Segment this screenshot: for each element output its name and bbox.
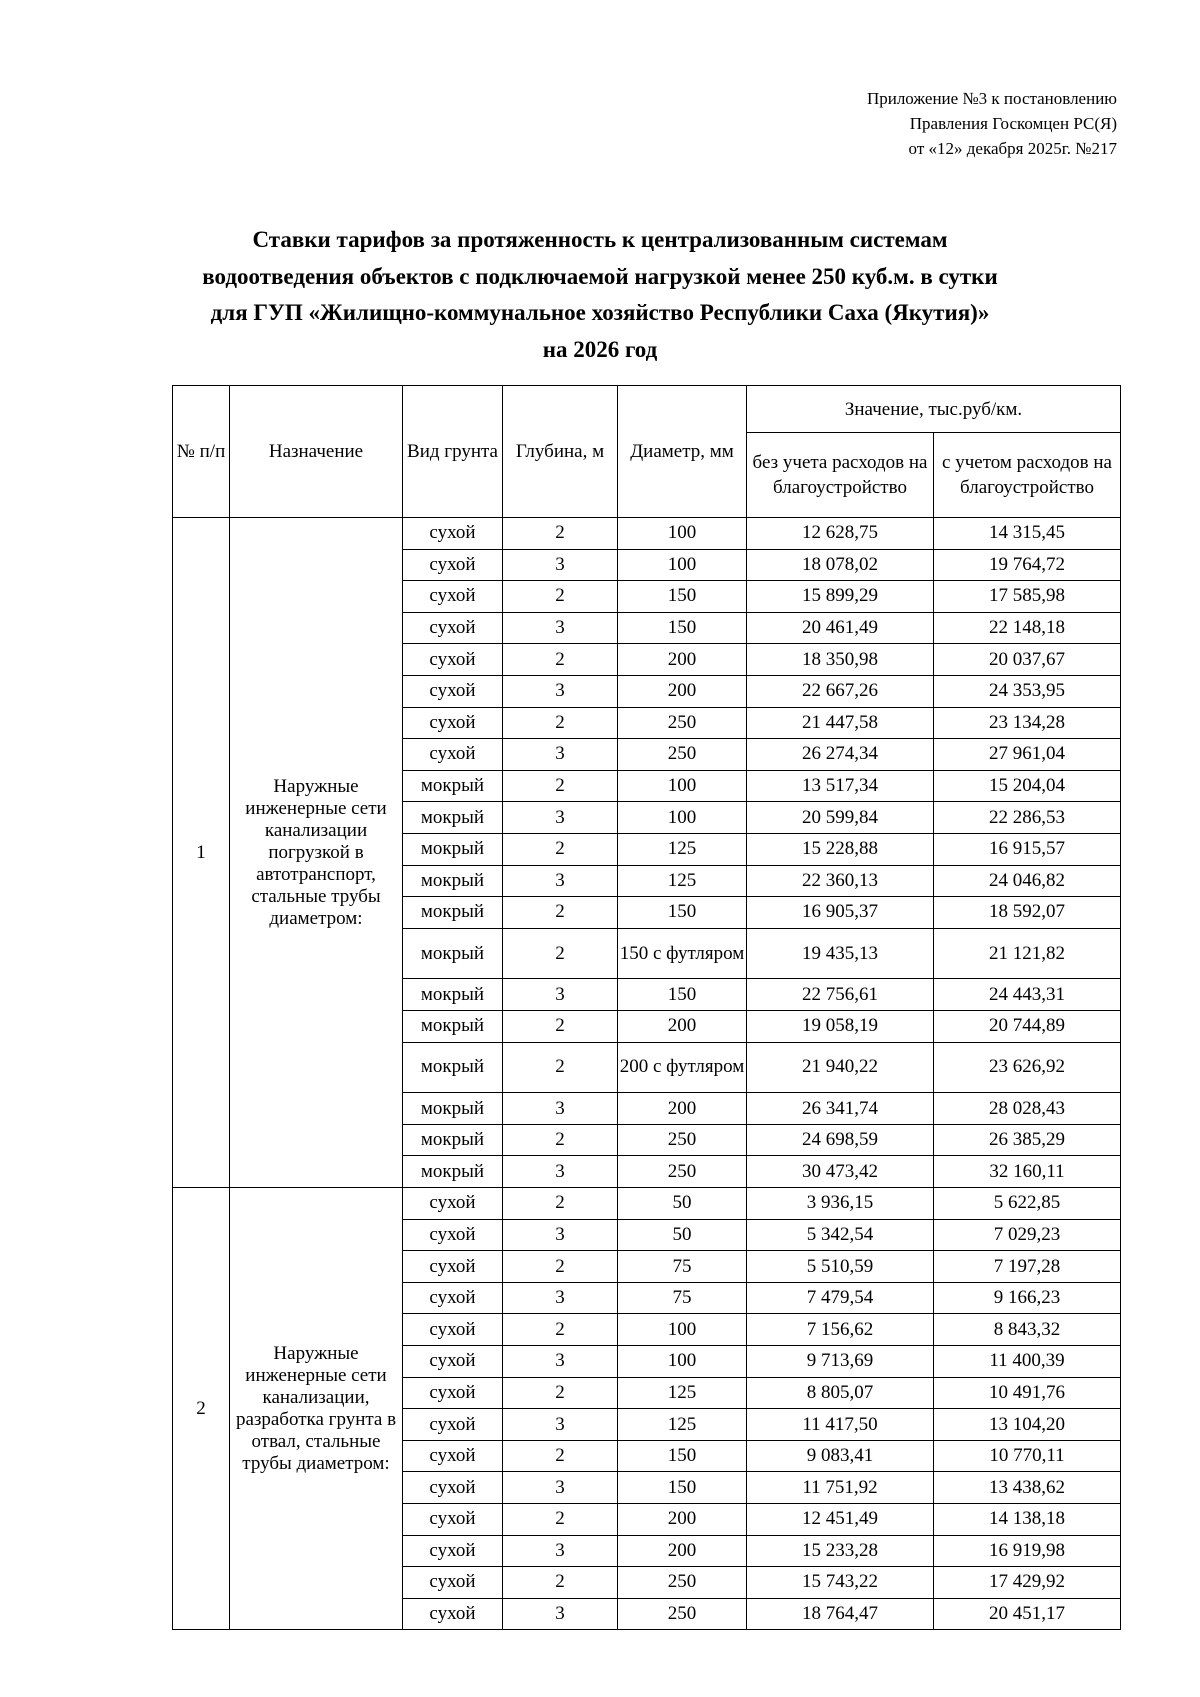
value-without-cell: 15 233,28: [747, 1535, 934, 1567]
soil-cell: мокрый: [403, 928, 503, 979]
value-without-cell: 7 156,62: [747, 1314, 934, 1346]
value-without-cell: 12 628,75: [747, 518, 934, 550]
soil-cell: сухой: [403, 1504, 503, 1536]
diameter-cell: 200: [618, 1093, 747, 1125]
value-with-cell: 23 134,28: [934, 707, 1121, 739]
header-purpose: Назначение: [230, 386, 403, 518]
purpose-cell: Наружные инженерные сети канализации, разработка грунта в отвал, стальные трубы диаметром:: [230, 1188, 403, 1630]
value-with-cell: 22 148,18: [934, 612, 1121, 644]
soil-cell: сухой: [403, 1535, 503, 1567]
diameter-cell: 150: [618, 612, 747, 644]
depth-cell: 2: [503, 897, 618, 929]
diameter-cell: 250: [618, 1156, 747, 1188]
diameter-cell: 200: [618, 644, 747, 676]
value-with-cell: 13 104,20: [934, 1409, 1121, 1441]
soil-cell: сухой: [403, 1377, 503, 1409]
header-soil: Вид грунта: [403, 386, 503, 518]
depth-cell: 3: [503, 1535, 618, 1567]
value-with-cell: 18 592,07: [934, 897, 1121, 929]
depth-cell: 3: [503, 675, 618, 707]
value-with-cell: 14 315,45: [934, 518, 1121, 550]
value-with-cell: 17 429,92: [934, 1567, 1121, 1599]
diameter-cell: 150 с футляром: [618, 928, 747, 979]
soil-cell: сухой: [403, 1188, 503, 1220]
diameter-cell: 125: [618, 833, 747, 865]
soil-cell: мокрый: [403, 1124, 503, 1156]
diameter-cell: 150: [618, 1440, 747, 1472]
header-note-line: Правления Госкомцен РС(Я): [909, 114, 1117, 133]
soil-cell: мокрый: [403, 802, 503, 834]
value-without-cell: 5 342,54: [747, 1219, 934, 1251]
soil-cell: сухой: [403, 549, 503, 581]
soil-cell: мокрый: [403, 979, 503, 1011]
value-without-cell: 18 078,02: [747, 549, 934, 581]
value-with-cell: 11 400,39: [934, 1346, 1121, 1378]
value-without-cell: 22 756,61: [747, 979, 934, 1011]
soil-cell: сухой: [403, 1314, 503, 1346]
value-with-cell: 16 915,57: [934, 833, 1121, 865]
depth-cell: 3: [503, 802, 618, 834]
title-line: на 2026 год: [542, 336, 658, 362]
diameter-cell: 200: [618, 1011, 747, 1043]
title-line: для ГУП «Жилищно-коммунальное хозяйство Республики Саха (Якутия)»: [210, 300, 990, 325]
value-with-cell: 20 744,89: [934, 1011, 1121, 1043]
value-with-cell: 20 037,67: [934, 644, 1121, 676]
value-without-cell: 18 350,98: [747, 644, 934, 676]
value-without-cell: 3 936,15: [747, 1188, 934, 1220]
value-with-cell: 22 286,53: [934, 802, 1121, 834]
value-with-cell: 5 622,85: [934, 1188, 1121, 1220]
value-without-cell: 30 473,42: [747, 1156, 934, 1188]
table-row: [173, 1188, 1121, 1220]
value-with-cell: 24 443,31: [934, 979, 1121, 1011]
depth-cell: 3: [503, 1409, 618, 1441]
diameter-cell: 75: [618, 1251, 747, 1283]
soil-cell: сухой: [403, 1282, 503, 1314]
value-without-cell: 26 341,74: [747, 1093, 934, 1125]
value-without-cell: 24 698,59: [747, 1124, 934, 1156]
value-without-cell: 15 899,29: [747, 581, 934, 613]
depth-cell: 2: [503, 644, 618, 676]
header-diameter: Диаметр, мм: [618, 386, 747, 518]
soil-cell: сухой: [403, 1409, 503, 1441]
soil-cell: сухой: [403, 1346, 503, 1378]
depth-cell: 3: [503, 1472, 618, 1504]
document-title: [0, 222, 1200, 368]
soil-cell: мокрый: [403, 897, 503, 929]
value-with-cell: 16 919,98: [934, 1535, 1121, 1567]
value-without-cell: 13 517,34: [747, 770, 934, 802]
diameter-cell: 100: [618, 549, 747, 581]
diameter-cell: 125: [618, 1377, 747, 1409]
depth-cell: 2: [503, 833, 618, 865]
value-without-cell: 20 461,49: [747, 612, 934, 644]
value-without-cell: 11 751,92: [747, 1472, 934, 1504]
value-with-cell: 15 204,04: [934, 770, 1121, 802]
value-without-cell: 19 058,19: [747, 1011, 934, 1043]
header-note-line: Приложение №3 к постановлению: [866, 89, 1117, 108]
depth-cell: 3: [503, 979, 618, 1011]
depth-cell: 2: [503, 1251, 618, 1283]
row-number: 1: [173, 518, 230, 1188]
value-with-cell: 23 626,92: [934, 1042, 1121, 1093]
depth-cell: 2: [503, 1042, 618, 1093]
soil-cell: мокрый: [403, 1156, 503, 1188]
value-without-cell: 20 599,84: [747, 802, 934, 834]
value-without-cell: 12 451,49: [747, 1504, 934, 1536]
soil-cell: мокрый: [403, 1093, 503, 1125]
soil-cell: мокрый: [403, 1042, 503, 1093]
value-with-cell: 24 353,95: [934, 675, 1121, 707]
soil-cell: сухой: [403, 739, 503, 771]
soil-cell: сухой: [403, 1440, 503, 1472]
value-with-cell: 9 166,23: [934, 1282, 1121, 1314]
diameter-cell: 100: [618, 1346, 747, 1378]
value-with-cell: 7 197,28: [934, 1251, 1121, 1283]
soil-cell: сухой: [403, 1598, 503, 1630]
soil-cell: сухой: [403, 644, 503, 676]
soil-cell: сухой: [403, 581, 503, 613]
value-without-cell: 26 274,34: [747, 739, 934, 771]
depth-cell: 2: [503, 1567, 618, 1599]
depth-cell: 3: [503, 549, 618, 581]
value-with-cell: 13 438,62: [934, 1472, 1121, 1504]
diameter-cell: 200: [618, 675, 747, 707]
value-without-cell: 15 743,22: [747, 1567, 934, 1599]
diameter-cell: 250: [618, 1598, 747, 1630]
value-with-cell: 8 843,32: [934, 1314, 1121, 1346]
depth-cell: 2: [503, 707, 618, 739]
value-with-cell: 26 385,29: [934, 1124, 1121, 1156]
diameter-cell: 200: [618, 1504, 747, 1536]
value-without-cell: 11 417,50: [747, 1409, 934, 1441]
title-line: Ставки тарифов за протяженность к централизованным системам: [252, 227, 948, 252]
value-with-cell: 21 121,82: [934, 928, 1121, 979]
soil-cell: сухой: [403, 1219, 503, 1251]
depth-cell: 2: [503, 1440, 618, 1472]
value-without-cell: 19 435,13: [747, 928, 934, 979]
diameter-cell: 100: [618, 518, 747, 550]
value-without-cell: 22 360,13: [747, 865, 934, 897]
diameter-cell: 100: [618, 1314, 747, 1346]
depth-cell: 3: [503, 1093, 618, 1125]
value-without-cell: 7 479,54: [747, 1282, 934, 1314]
depth-cell: 3: [503, 1219, 618, 1251]
value-with-cell: 32 160,11: [934, 1156, 1121, 1188]
value-with-cell: 28 028,43: [934, 1093, 1121, 1125]
value-without-cell: 5 510,59: [747, 1251, 934, 1283]
value-with-cell: 10 770,11: [934, 1440, 1121, 1472]
value-without-cell: 22 667,26: [747, 675, 934, 707]
depth-cell: 2: [503, 1124, 618, 1156]
soil-cell: мокрый: [403, 1011, 503, 1043]
depth-cell: 3: [503, 1282, 618, 1314]
diameter-cell: 125: [618, 1409, 747, 1441]
purpose-cell: Наружные инженерные сети канализации погрузкой в автотранспорт, стальные трубы диаметром:: [230, 518, 403, 1188]
tariff-table: [172, 385, 1121, 1630]
diameter-cell: 50: [618, 1219, 747, 1251]
soil-cell: сухой: [403, 1567, 503, 1599]
table-row: [173, 518, 1121, 550]
value-with-cell: 19 764,72: [934, 549, 1121, 581]
row-number: 2: [173, 1188, 230, 1630]
value-without-cell: 18 764,47: [747, 1598, 934, 1630]
value-with-cell: 20 451,17: [934, 1598, 1121, 1630]
diameter-cell: 200 с футляром: [618, 1042, 747, 1093]
diameter-cell: 200: [618, 1535, 747, 1567]
diameter-cell: 125: [618, 865, 747, 897]
value-with-cell: 27 961,04: [934, 739, 1121, 771]
depth-cell: 3: [503, 865, 618, 897]
soil-cell: мокрый: [403, 865, 503, 897]
depth-cell: 3: [503, 612, 618, 644]
header-num: № п/п: [173, 386, 230, 518]
depth-cell: 2: [503, 1504, 618, 1536]
header-with-improvement: с учетом расходов на благоустройство: [934, 433, 1121, 518]
value-without-cell: 21 447,58: [747, 707, 934, 739]
value-with-cell: 14 138,18: [934, 1504, 1121, 1536]
depth-cell: 3: [503, 1346, 618, 1378]
value-without-cell: 16 905,37: [747, 897, 934, 929]
diameter-cell: 250: [618, 739, 747, 771]
diameter-cell: 150: [618, 897, 747, 929]
soil-cell: сухой: [403, 612, 503, 644]
diameter-cell: 50: [618, 1188, 747, 1220]
value-with-cell: 10 491,76: [934, 1377, 1121, 1409]
soil-cell: сухой: [403, 675, 503, 707]
depth-cell: 2: [503, 1188, 618, 1220]
diameter-cell: 150: [618, 581, 747, 613]
soil-cell: мокрый: [403, 770, 503, 802]
header-value: Значение, тыс.руб/км.: [747, 386, 1121, 433]
depth-cell: 2: [503, 928, 618, 979]
value-with-cell: 7 029,23: [934, 1219, 1121, 1251]
diameter-cell: 250: [618, 1124, 747, 1156]
depth-cell: 2: [503, 1011, 618, 1043]
diameter-cell: 75: [618, 1282, 747, 1314]
depth-cell: 2: [503, 770, 618, 802]
header-depth: Глубина, м: [503, 386, 618, 518]
value-without-cell: 9 083,41: [747, 1440, 934, 1472]
diameter-cell: 250: [618, 1567, 747, 1599]
soil-cell: сухой: [403, 1251, 503, 1283]
depth-cell: 3: [503, 1598, 618, 1630]
value-without-cell: 15 228,88: [747, 833, 934, 865]
soil-cell: сухой: [403, 1472, 503, 1504]
depth-cell: 2: [503, 581, 618, 613]
diameter-cell: 100: [618, 802, 747, 834]
diameter-cell: 250: [618, 707, 747, 739]
table-body: [173, 518, 1121, 1630]
header-without-improvement: без учета расходов на благоустройство: [747, 433, 934, 518]
value-without-cell: 21 940,22: [747, 1042, 934, 1093]
header-note: [867, 86, 1117, 161]
soil-cell: мокрый: [403, 833, 503, 865]
value-without-cell: 8 805,07: [747, 1377, 934, 1409]
title-line: водоотведения объектов с подключаемой нагрузкой менее 250 куб.м. в сутки: [202, 263, 998, 289]
diameter-cell: 100: [618, 770, 747, 802]
soil-cell: сухой: [403, 707, 503, 739]
value-with-cell: 24 046,82: [934, 865, 1121, 897]
value-with-cell: 17 585,98: [934, 581, 1121, 613]
depth-cell: 3: [503, 1156, 618, 1188]
depth-cell: 3: [503, 739, 618, 771]
header-note-line: от «12» декабря 2025г. №217: [908, 139, 1117, 158]
depth-cell: 2: [503, 518, 618, 550]
soil-cell: сухой: [403, 518, 503, 550]
diameter-cell: 150: [618, 979, 747, 1011]
diameter-cell: 150: [618, 1472, 747, 1504]
depth-cell: 2: [503, 1314, 618, 1346]
value-without-cell: 9 713,69: [747, 1346, 934, 1378]
depth-cell: 2: [503, 1377, 618, 1409]
